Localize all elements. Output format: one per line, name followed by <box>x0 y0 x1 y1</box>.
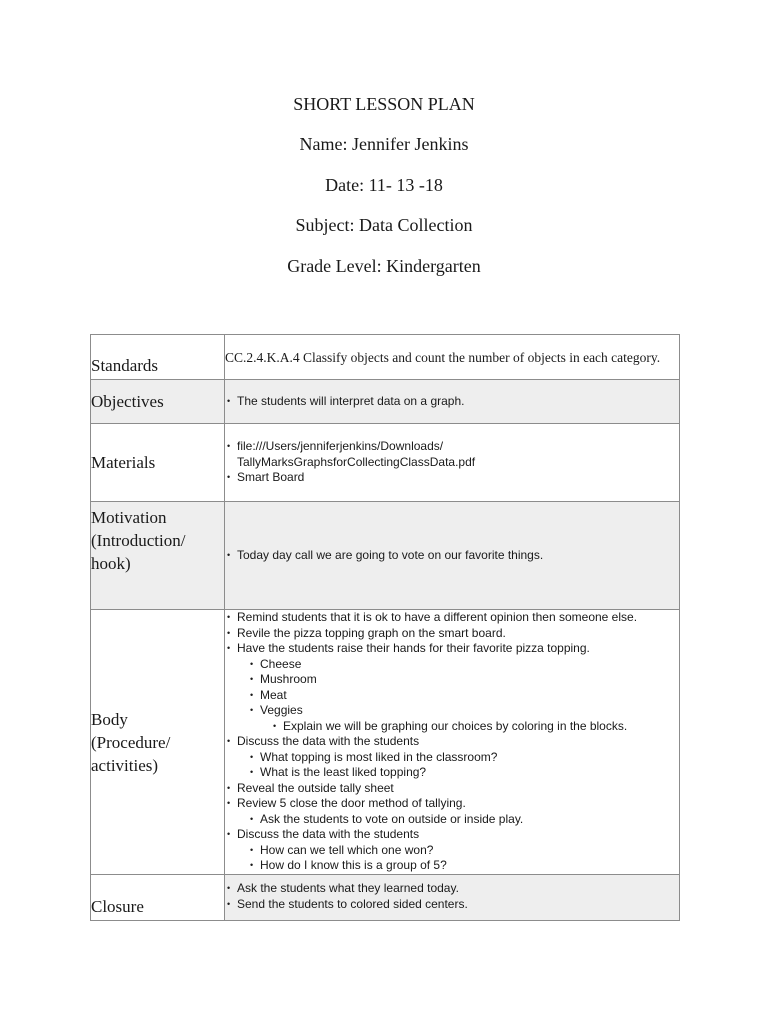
materials-label: Materials <box>91 424 225 502</box>
list-item: • Reveal the outside tally sheet <box>225 781 679 797</box>
body-row <box>91 610 680 875</box>
closure-row <box>91 875 680 921</box>
motivation-content <box>225 502 680 610</box>
closure-content <box>225 875 680 921</box>
materials-row <box>91 424 680 502</box>
lesson-date: Date: 11- 13 -18 <box>325 175 443 195</box>
standards-row <box>91 335 680 380</box>
lesson-plan-table <box>90 334 680 921</box>
list-item: • Smart Board <box>225 470 679 486</box>
list-item: • Send the students to colored sided centers. <box>225 897 679 913</box>
list-item: • How do I know this is a group of 5? <box>225 858 679 874</box>
list-item: • Explain we will be graphing our choices by coloring in the blocks. <box>225 719 679 735</box>
list-item: • Meat <box>225 688 679 704</box>
list-item: • Mushroom <box>225 672 679 688</box>
list-item: • Have the students raise their hands for their favorite pizza topping. <box>225 641 679 657</box>
list-item: • Remind students that it is ok to have a different opinion then someone else. <box>225 610 679 626</box>
list-item: • Ask the students to vote on outside or inside play. <box>225 812 679 828</box>
lesson-subject: Subject: Data Collection <box>295 215 473 235</box>
list-item: • Today day call we are going to vote on our favorite things. <box>225 548 679 564</box>
teacher-name: Name: Jennifer Jenkins <box>299 134 469 154</box>
standards-label: Standards <box>91 335 225 380</box>
standards-text: CC.2.4.K.A.4 Classify objects and count the number of objects in each category. <box>225 335 680 380</box>
list-item: • Veggies <box>225 703 679 719</box>
list-item: • Revile the pizza topping graph on the smart board. <box>225 626 679 642</box>
document-title: SHORT LESSON PLAN <box>293 94 475 114</box>
list-item: • How can we tell which one won? <box>225 843 679 859</box>
grade-level: Grade Level: Kindergarten <box>287 256 481 276</box>
list-item: • Ask the students what they learned today. <box>225 881 679 897</box>
list-item: • Discuss the data with the students <box>225 734 679 750</box>
body-label: Body (Procedure/ activities) <box>91 610 225 875</box>
closure-label: Closure <box>91 875 225 921</box>
list-item: • Discuss the data with the students <box>225 827 679 843</box>
materials-link[interactable]: • file:///Users/jenniferjenkins/Downloads/ TallyMarksGraphsforCollectingClassData.pdf <box>225 439 679 470</box>
objectives-row <box>91 380 680 424</box>
objectives-label: Objectives <box>91 380 225 424</box>
motivation-row <box>91 502 680 610</box>
list-item: • What topping is most liked in the classroom? <box>225 750 679 766</box>
list-item: • The students will interpret data on a graph. <box>225 394 679 410</box>
motivation-label: Motivation (Introduction/ hook) <box>91 502 225 610</box>
objectives-content <box>225 380 680 424</box>
materials-content <box>225 424 680 502</box>
body-content <box>225 610 680 875</box>
list-item: • What is the least liked topping? <box>225 765 679 781</box>
list-item: • Review 5 close the door method of tallying. <box>225 796 679 812</box>
list-item: • Cheese <box>225 657 679 673</box>
